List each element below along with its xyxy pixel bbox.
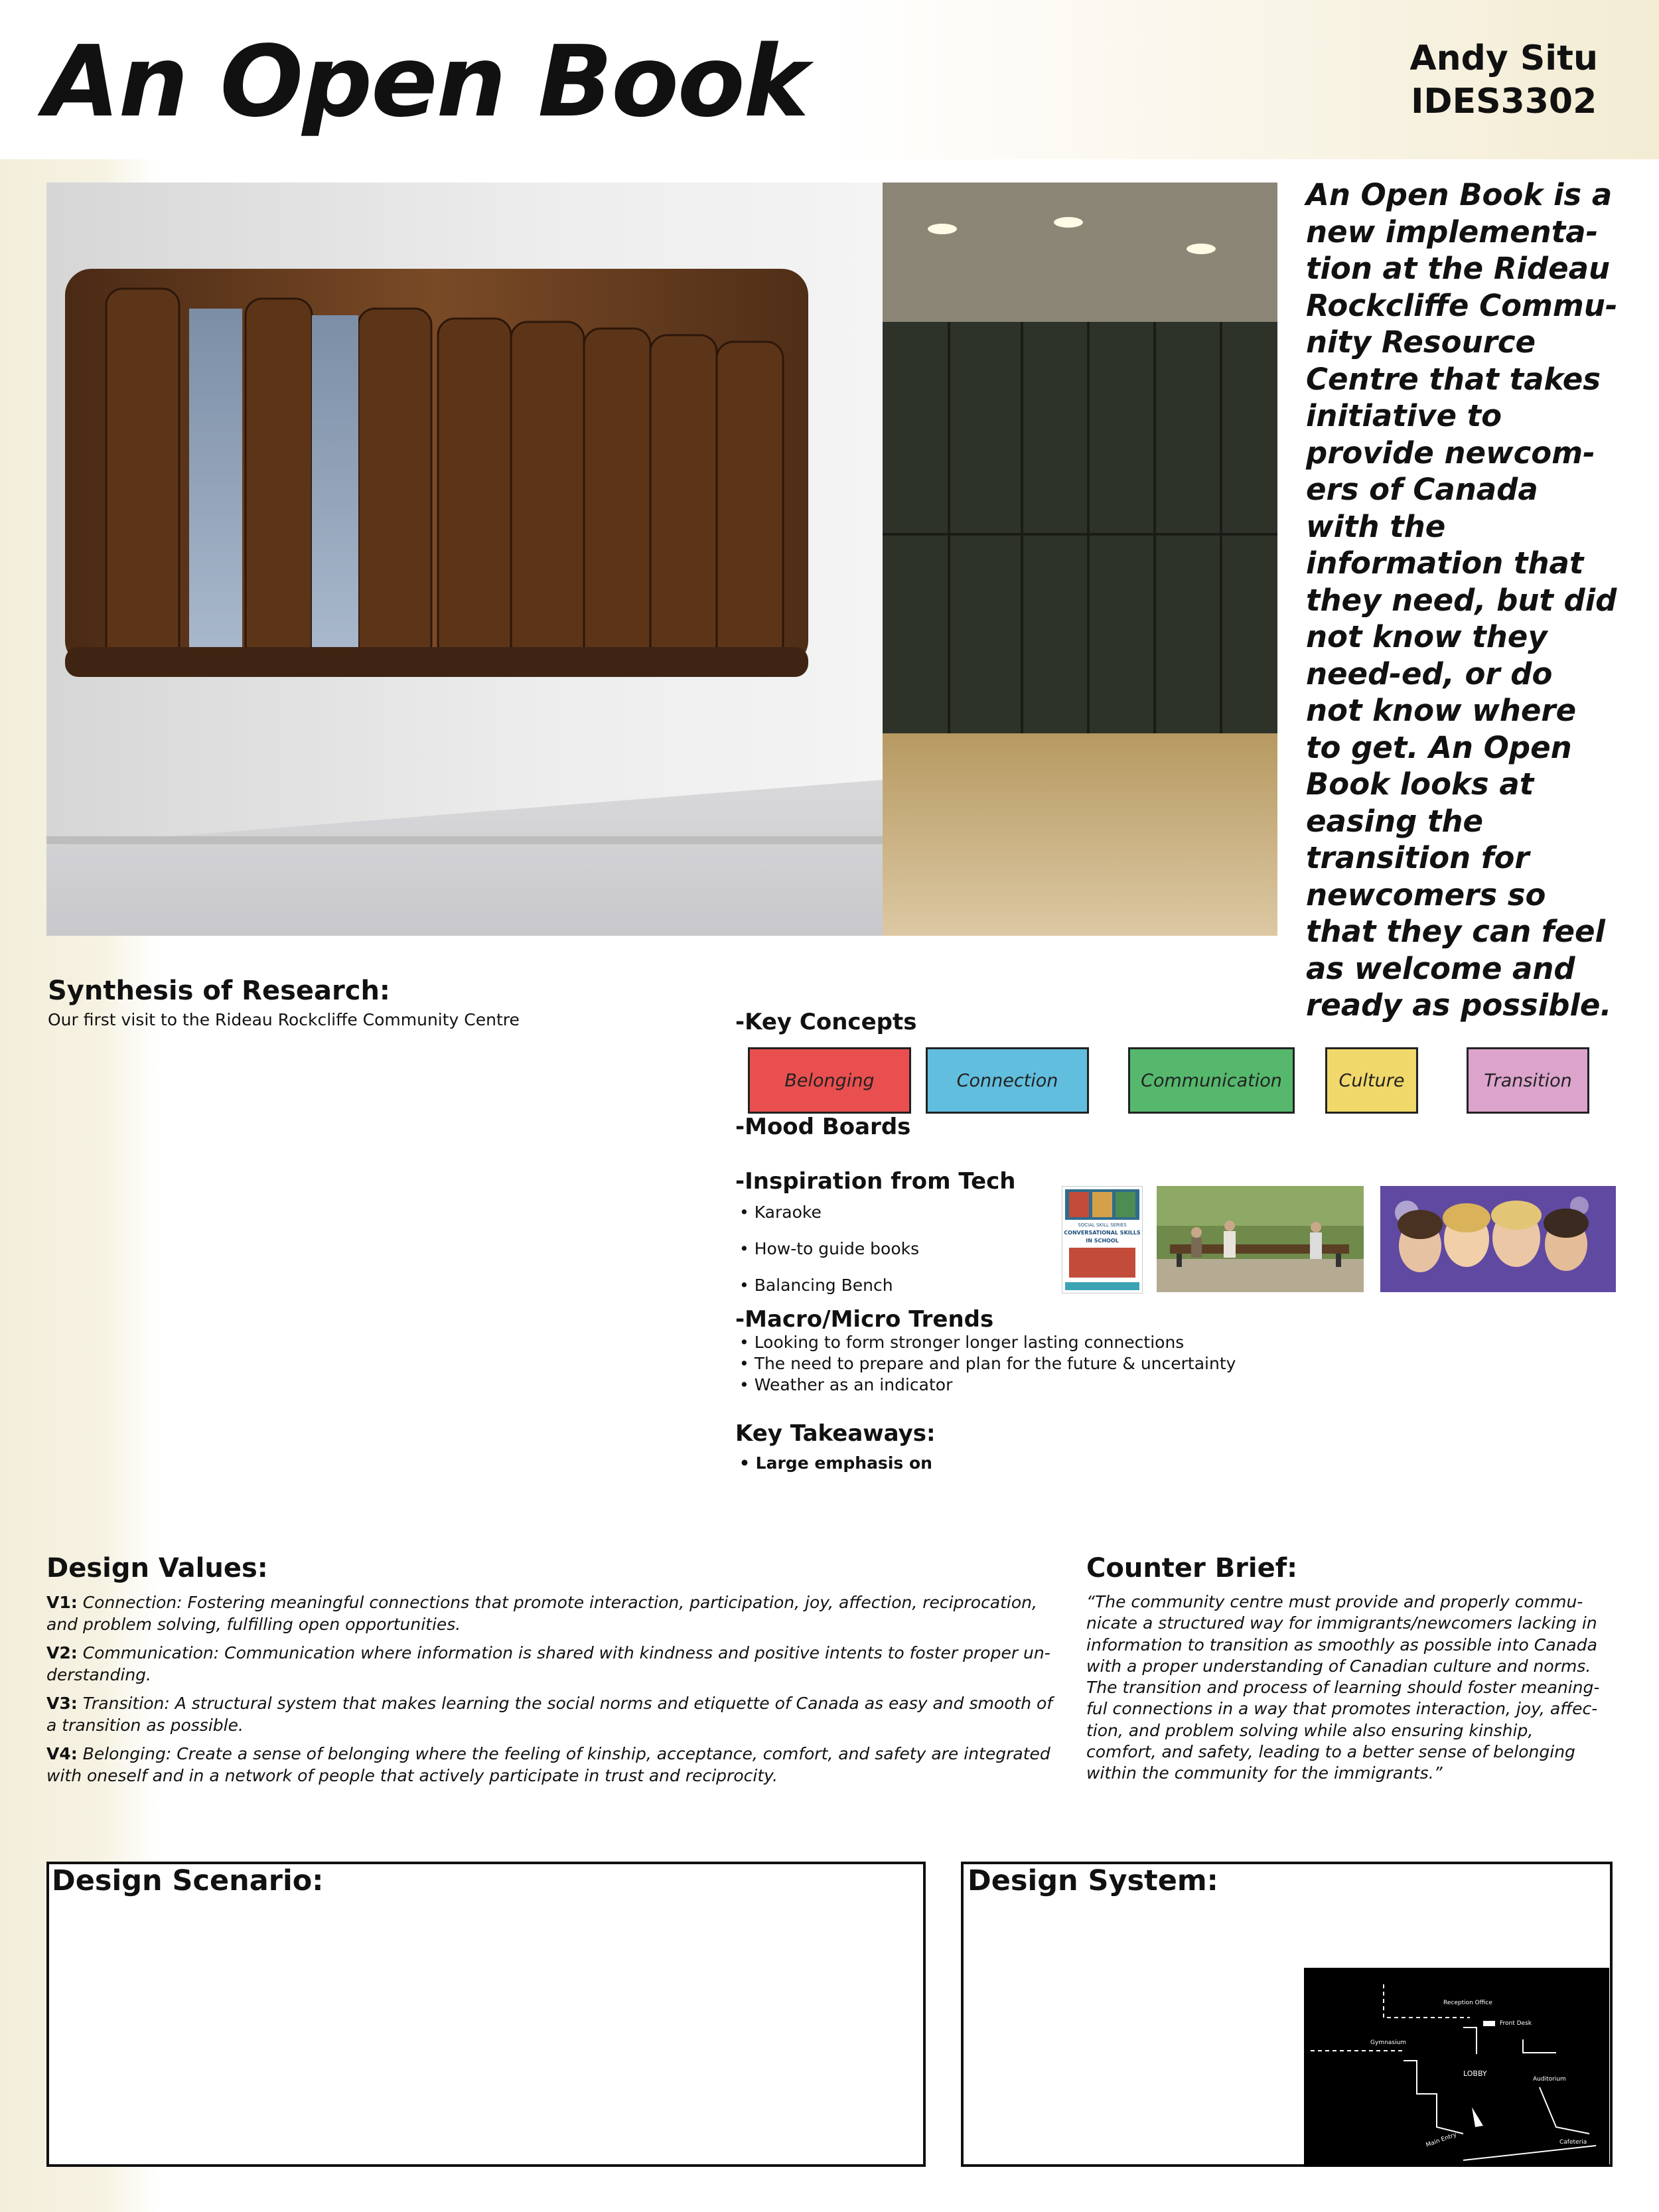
design-value-item bbox=[46, 1743, 1055, 1787]
value-tag: V4: bbox=[46, 1744, 78, 1763]
concept-communication: Communication bbox=[1128, 1047, 1295, 1114]
trend-item: • Weather as an indicator bbox=[739, 1375, 953, 1394]
bench-photo-svg bbox=[1157, 1186, 1364, 1292]
design-value-item bbox=[46, 1591, 1055, 1635]
map-label-auditorium: Auditorium bbox=[1533, 2076, 1566, 2083]
book-cover-line2: CONVERSATIONAL SKILLS bbox=[1064, 1230, 1141, 1236]
intro-paragraph: An Open Book is a new implementa-tion at the Rideau Rockcliffe Commu-nity Resource Centre that takes initiative to provide newcom-ers of Canada with the information that they need, but did not know they need-ed, or do not know where to get. An Open Book looks at easing the transition for newcomers so that they can feel as welcome and ready as possible. bbox=[1306, 177, 1618, 1023]
page-title: An Open Book bbox=[44, 25, 808, 139]
design-scenario-heading: Design Scenario: bbox=[52, 1864, 324, 1897]
map-label-main-entry: Main Entry bbox=[1425, 2131, 1458, 2149]
inspiration-item: • Balancing Bench bbox=[739, 1276, 893, 1295]
counter-brief-text: “The community centre must provide and properly commu-nicate a structured way for immigrants/newcomers lacking in information to transition as smoothly as possible into Canada with a proper understanding of Canadian culture and norms. The transition and process of learning should foster meaning-ful connections in a way that promotes interaction, joy, affec-tion, and problem solving while also ensuring kinship, comfort, and safety, leading to a better sense of belonging within the community for the immigrants.” bbox=[1086, 1592, 1600, 1783]
concept-belonging: Belonging bbox=[748, 1047, 911, 1114]
value-text: Connection: Fostering meaningful connections that promote interaction, participation, joy, affection, reciprocation, and problem solving, fulfilling open opportunities. bbox=[46, 1593, 1037, 1634]
inspiration-item: • Karaoke bbox=[739, 1203, 822, 1222]
trends-heading: -Macro/Micro Trends bbox=[735, 1306, 994, 1333]
takeaways-heading: Key Takeaways: bbox=[735, 1420, 936, 1447]
course-code: IDES3302 bbox=[1411, 82, 1597, 121]
concept-culture: Culture bbox=[1325, 1047, 1418, 1114]
design-scenario-box bbox=[46, 1862, 926, 2167]
value-tag: V2: bbox=[46, 1643, 78, 1662]
trend-item: • Looking to form stronger longer lasting connections bbox=[739, 1333, 1185, 1352]
value-text: Belonging: Create a sense of belonging where the feeling of kinship, acceptance, comfort, and safety are integrated with oneself and in a network of people that actively participate in trust and reciprocity. bbox=[46, 1744, 1050, 1785]
floor-plan-map bbox=[1304, 1968, 1609, 2167]
book-cover-thumbnail bbox=[1062, 1186, 1143, 1293]
value-tag: V3: bbox=[46, 1694, 78, 1713]
design-value-item bbox=[46, 1642, 1055, 1686]
trend-item: • The need to prepare and plan for the future & uncertainty bbox=[739, 1354, 1236, 1373]
synthesis-subtext: Our first visit to the Rideau Rockcliffe Community Centre bbox=[48, 1010, 520, 1029]
floor-plan-svg bbox=[1304, 1968, 1609, 2167]
map-label-front-desk: Front Desk bbox=[1500, 2020, 1532, 2027]
map-label-gymnasium: Gymnasium bbox=[1370, 2039, 1406, 2046]
design-system-heading: Design System: bbox=[968, 1864, 1218, 1897]
karaoke-photo bbox=[1380, 1186, 1616, 1292]
concept-connection: Connection bbox=[926, 1047, 1089, 1114]
book-cover-line1: SOCIAL SKILL SERIES bbox=[1078, 1222, 1127, 1228]
counter-brief-heading: Counter Brief: bbox=[1086, 1553, 1298, 1584]
karaoke-photo-svg bbox=[1380, 1186, 1616, 1292]
key-concepts-heading: -Key Concepts bbox=[735, 1009, 917, 1035]
balancing-bench-photo bbox=[1157, 1186, 1364, 1292]
mood-boards-heading: -Mood Boards bbox=[735, 1114, 911, 1140]
book-cover-line3: IN SCHOOL bbox=[1086, 1238, 1119, 1244]
inspiration-item: • How-to guide books bbox=[739, 1239, 920, 1258]
takeaway-item: • Large emphasis on bbox=[739, 1453, 932, 1473]
map-label-lobby: LOBBY bbox=[1463, 2069, 1487, 2078]
map-label-reception: Reception Office bbox=[1443, 2000, 1492, 2006]
author-block bbox=[1409, 37, 1598, 123]
map-label-cafeteria: Cafeteria bbox=[1559, 2139, 1587, 2146]
hero-render-image bbox=[46, 183, 1277, 936]
inspiration-heading: -Inspiration from Tech bbox=[735, 1168, 1016, 1195]
value-text: Transition: A structural system that makes learning the social norms and etiquette of Canada as easy and smooth of a transition as possible. bbox=[46, 1694, 1053, 1735]
value-text: Communication: Communication where information is shared with kindness and positive intents to foster proper un-derstanding. bbox=[46, 1643, 1050, 1684]
design-value-item bbox=[46, 1692, 1055, 1736]
value-tag: V1: bbox=[46, 1593, 78, 1612]
synthesis-heading: Synthesis of Research: bbox=[48, 976, 390, 1006]
author-name: Andy Situ bbox=[1409, 38, 1598, 78]
concept-transition: Transition bbox=[1467, 1047, 1589, 1114]
book-cover-svg bbox=[1062, 1187, 1142, 1293]
design-values-heading: Design Values: bbox=[46, 1553, 268, 1584]
hero-render-svg bbox=[46, 183, 1277, 936]
